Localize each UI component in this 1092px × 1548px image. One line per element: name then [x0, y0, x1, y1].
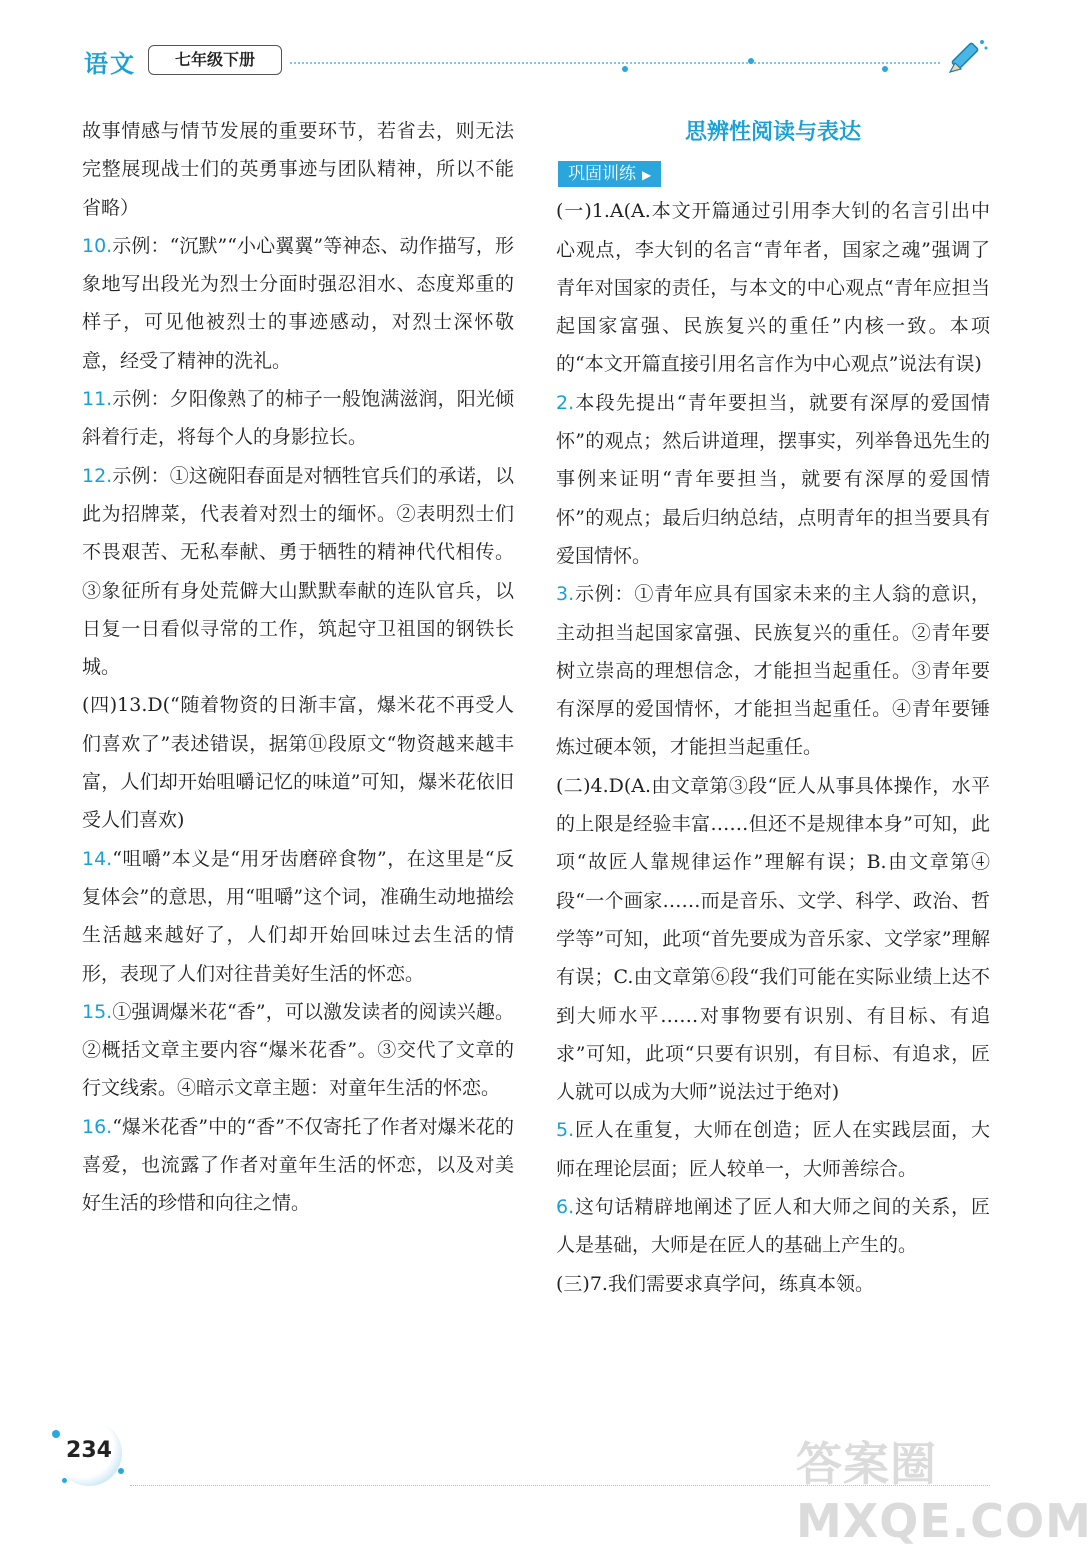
question-number: 2.	[556, 391, 575, 414]
answer-paragraph	[82, 457, 514, 687]
question-number: 15.	[82, 1000, 113, 1023]
header-dot	[622, 66, 628, 72]
answer-paragraph	[556, 767, 990, 1112]
page-header	[0, 0, 1034, 90]
play-arrow-icon: ▶	[642, 168, 652, 182]
answer-paragraph	[556, 1265, 990, 1303]
page-number: 234	[66, 1438, 112, 1463]
answer-text: “咀嚼”本义是“用牙齿磨碎食物”，在这里是“反复体会”的意思，用“咀嚼”这个词，准确生动地描绘生活越来越好了，人们却开始回味过去生活的情形，表现了人们对往昔美好生活的怀恋。	[82, 847, 514, 985]
answer-text: (四)13.D(“随着物资的日渐丰富，爆米花不再受人们喜欢了”表述错误，据第⑪段原文“物资越来越丰富，人们却开始咀嚼记忆的味道”可知，爆米花依旧受人们喜欢)	[82, 694, 514, 832]
header-dot	[748, 58, 754, 64]
answer-paragraph	[556, 575, 990, 766]
answer-text: 本段先提出“青年要担当，就要有深厚的爱国情怀”的观点；然后讲道理，摆事实，列举鲁迅先生的事例来证明“青年要担当，就要有深厚的爱国情怀”的观点；最后归纳总结，点明青年的担当要具有爱国情怀。	[556, 391, 990, 567]
question-number: 6.	[556, 1196, 575, 1219]
pencil-icon	[946, 36, 990, 76]
answer-paragraph	[82, 993, 514, 1108]
section-title: 思辨性阅读与表达	[684, 120, 861, 145]
question-number: 5.	[556, 1119, 575, 1142]
question-number: 12.	[82, 464, 113, 487]
watermark-logo: 答案圈 MXQE.COM	[796, 1437, 1092, 1548]
answer-paragraph	[556, 192, 990, 383]
answer-text: (三)7.我们需要求真学问，练真本领。	[556, 1272, 874, 1295]
answer-paragraph	[556, 384, 990, 575]
left-column	[82, 112, 514, 1223]
question-number: 16.	[82, 1115, 113, 1138]
answer-text: 这句话精辟地阐述了匠人和大师之间的关系，匠人是基础，大师是在匠人的基础上产生的。	[556, 1196, 990, 1257]
answer-list	[556, 192, 990, 1303]
right-column	[556, 112, 990, 1303]
answer-text: (二)4.D(A.由文章第③段“匠人从事具体操作，水平的上限是经验丰富……但还不是规律本身”可知，此项“故匠人靠规律运作”理解有误；B.由文章第④段“一个画家……而是音乐、文学、科学、政治、哲学等”可知，此项“首先要成为音乐家、文学家”理解有误；C.由文章第⑥段“我们可能在实际业绩上达不到大师水平……对事物要有识别、有目标、有追求”可知，此项“只要有识别，有目标、有追求，匠人就可以成为大师”说法过于绝对)	[556, 774, 990, 1104]
question-number: 14.	[82, 847, 113, 870]
subject-title: 语文	[84, 50, 136, 78]
section-tag	[558, 161, 661, 187]
answer-text: ①强调爆米花“香”，可以激发读者的阅读兴趣。②概括文章主要内容“爆米花香”。③交代了文章的行文线索。④暗示文章主题：对童年生活的怀恋。	[82, 1000, 514, 1100]
answer-paragraph	[82, 840, 514, 993]
answer-text: 示例：①这碗阳春面是对牺牲官兵们的承诺，以此为招牌菜，代表着对烈士的缅怀。②表明烈士们不畏艰苦、无私奉献、勇于牺牲的精神代代相传。③象征所有身处荒僻大山默默奉献的连队官兵，以日复一日看似寻常的工作，筑起守卫祖国的钢铁长城。	[82, 464, 514, 679]
footer-dot	[62, 1478, 67, 1483]
answer-text: “爆米花香”中的“香”不仅寄托了作者对爆米花的喜爱，也流露了作者对童年生活的怀恋，以及对美好生活的珍惜和向往之情。	[82, 1115, 514, 1215]
answer-paragraph	[556, 1111, 990, 1188]
answer-paragraph	[82, 686, 514, 839]
header-divider	[290, 62, 940, 64]
answer-paragraph	[82, 1108, 514, 1223]
answer-text: 匠人在重复，大师在创造；匠人在实践层面，大师在理论层面；匠人较单一，大师善综合。	[556, 1119, 990, 1180]
question-number: 11.	[82, 388, 113, 411]
footer-dot	[118, 1468, 124, 1474]
answer-text: 示例：“沉默”“小心翼翼”等神态、动作描写，形象地写出段光为烈士分面时强忍泪水、态度郑重的样子，可见他被烈士的事迹感动，对烈士深怀敬意，经受了精神的洗礼。	[82, 234, 514, 372]
answer-paragraph	[82, 380, 514, 457]
question-number: 10.	[82, 234, 113, 257]
answer-text: 示例：夕阳像熟了的柿子一般饱满滋润，阳光倾斜着行走，将每个人的身影拉长。	[82, 388, 514, 449]
answer-paragraph	[82, 227, 514, 380]
answer-text: 示例：①青年应具有国家未来的主人翁的意识，主动担当起国家富强、民族复兴的重任。②青年要树立崇高的理想信念，才能担当起重任。③青年要有深厚的爱国情怀，才能担当起重任。④青年要锤炼过硬本领，才能担当起重任。	[556, 583, 990, 759]
answer-text: (一)1.A(A.本文开篇通过引用李大钊的名言引出中心观点，李大钊的名言“青年者，国家之魂”强调了青年对国家的责任，与本文的中心观点“青年应担当起国家富强、民族复兴的重任”内核一致。本项的“本文开篇直接引用名言作为中心观点”说法有误)	[556, 200, 990, 376]
grade-label: 七年级下册	[148, 45, 282, 75]
answer-paragraph	[82, 112, 514, 227]
answer-text: 故事情感与情节发展的重要环节，若省去，则无法完整展现战士们的英勇事迹与团队精神，所以不能省略）	[82, 120, 514, 219]
answer-paragraph	[556, 1188, 990, 1265]
question-number: 3.	[556, 583, 575, 606]
header-dot	[882, 66, 888, 72]
section-tag-label: 巩固训练	[568, 164, 636, 184]
